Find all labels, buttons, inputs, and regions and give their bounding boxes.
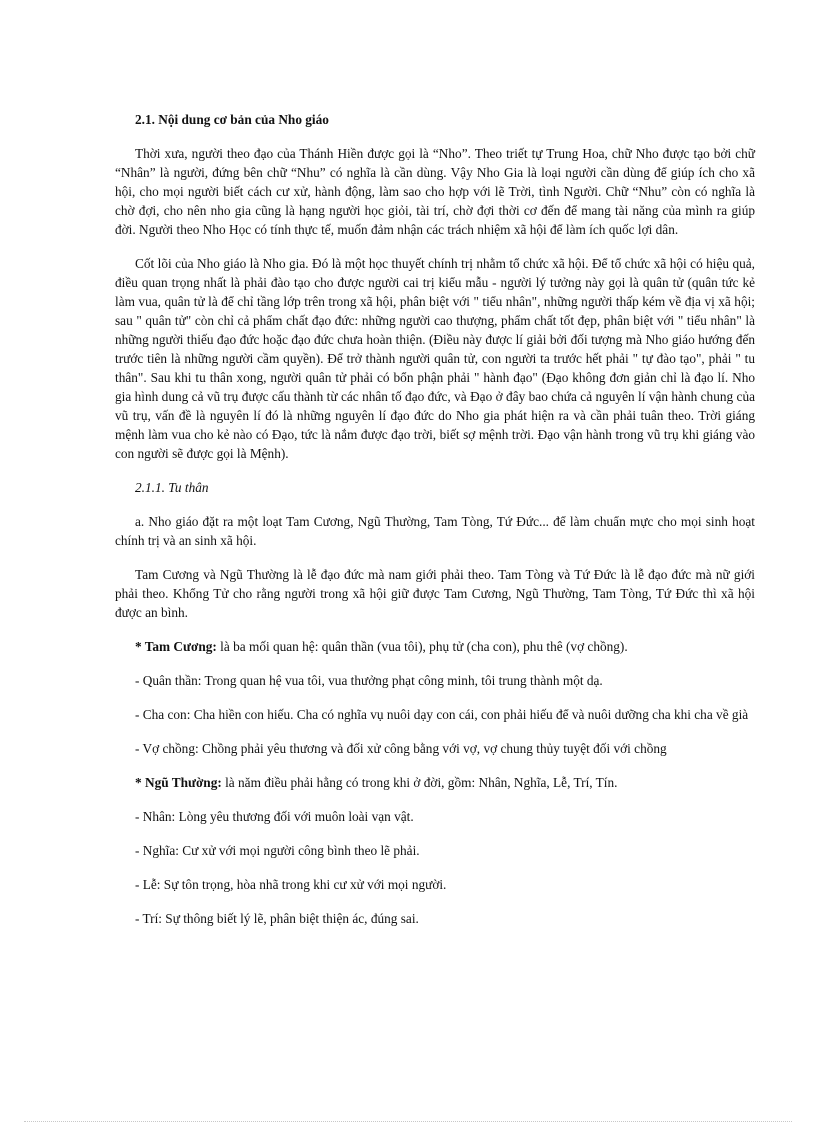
nghia-item: - Nghĩa: Cư xử với mọi người công bình theo lẽ phải. xyxy=(135,843,420,858)
ngu-thuong-text: là năm điều phải hằng có trong khi ở đời, gồm: Nhân, Nghĩa, Lễ, Trí, Tín. xyxy=(221,775,618,790)
cha-con-item: - Cha con: Cha hiền con hiếu. Cha có nghĩa vụ nuôi dạy con cái, con phải hiếu để và nuôi dưỡng cha khi cha về già xyxy=(135,707,749,722)
tri-item: - Trí: Sự thông biết lý lẽ, phân biệt thiện ác, đúng sai. xyxy=(135,911,419,926)
paragraph-nho-gia-core: Cốt lõi của Nho giáo là Nho gia. Đó là một học thuyết chính trị nhằm tổ chức xã hội. Để tổ chức xã hội có hiệu quả, điều quan trọng nhất là phải đào tạo cho được người cai trị kiểu mẫu - người lý tưởng này gọi là quân tử (quân tức kẻ làm vua, quân tử là để chỉ tầng lớp trên trong xã hội, phân biệt với " tiểu nhân", những người thấp kém về địa vị xã hội; sau " quân tử" còn chỉ cả phẩm chất đạo đức: những người cao thượng, phẩm chất tốt đẹp, phân biệt với " tiểu nhân" là những người thiếu đạo đức hoặc đạo đức chưa hoàn thiện. (Điều này được lí giải bởi đối tượng mà Nho giáo hướng đến trước tiên là những người cầm quyền). Để trở thành người quân tử, con người ta trước hết phải " tự đào tạo", phải " tu thân". Sau khi tu thân xong, người quân tử phải có bổn phận phải " hành đạo" (Đạo không đơn giản chỉ là đạo lí. Nho gia hình dung cả vũ trụ được cấu thành từ các nhân tố đạo đức, và Đạo ở đây bao chứa cả nguyên lí vận hành chung của vũ trụ, vấn đề là nguyên lí đó là những nguyên lí đạo đức do Nho gia phát hiện ra và cần phải tuân theo. Trời giáng mệnh làm vua cho kẻ nào có Đạo, tức là nắm được đạo trời, biết sợ mệnh trời. Đạo vận hành trong vũ trụ khi giáng vào con người sẽ được gọi là Mệnh). xyxy=(115,256,755,461)
tam-cuong-label: * Tam Cương: xyxy=(135,639,217,654)
ngu-thuong-label: * Ngũ Thường: xyxy=(135,775,222,790)
nhan-item: - Nhân: Lòng yêu thương đối với muôn loài vạn vật. xyxy=(135,809,414,824)
page-bottom-divider xyxy=(24,1121,792,1122)
ngu-thuong-item xyxy=(115,773,755,792)
paragraph-nho-definition: Thời xưa, người theo đạo của Thánh Hiền được gọi là “Nho”. Theo triết tự Trung Hoa, chữ Nho được tạo bởi chữ “Nhân” là người, đứng bên chữ “Nhu” có nghĩa là cần dùng. Vậy Nho Gia là loại người cần dùng để giúp ích cho xã hội, cho mọi người biết cách cư xử, hành động, làm sao cho hợp với lẽ Trời, tình Người. Chữ “Nhu” còn có nghĩa là chờ đợi, cho nên nho gia cũng là hạng người học giỏi, tài trí, chờ đợi thời cơ đến để mang tài năng của mình ra giúp đời. Người theo Nho Học có tính thực tế, muốn đảm nhận các trách nhiệm xã hội để làm ích quốc lợi dân. xyxy=(115,146,755,237)
quan-than-item: - Quân thần: Trong quan hệ vua tôi, vua thưởng phạt công minh, tôi trung thành một dạ. xyxy=(135,673,603,688)
le-item: - Lễ: Sự tôn trọng, hòa nhã trong khi cư xử với mọi người. xyxy=(135,877,447,892)
vo-chong-item: - Vợ chồng: Chồng phải yêu thương và đối xử công bằng với vợ, vợ chung thủy tuyệt đối với chồng xyxy=(135,741,667,756)
section-heading: 2.1. Nội dung cơ bản của Nho giáo xyxy=(135,112,329,127)
subsection-heading: 2.1.1. Tu thân xyxy=(135,480,209,495)
tam-cuong-item xyxy=(115,637,755,656)
paragraph-gender-ethics: Tam Cương và Ngũ Thường là lễ đạo đức mà nam giới phải theo. Tam Tòng và Tứ Đức là lễ đạo đức mà nữ giới phải theo. Khổng Tử cho rằng người trong xã hội giữ được Tam Cương, Ngũ Thường, Tam Tòng, Tứ Đức thì xã hội được an bình. xyxy=(115,567,755,620)
tam-cuong-text: là ba mối quan hệ: quân thần (vua tôi), phụ tử (cha con), phu thê (vợ chồng). xyxy=(216,639,628,654)
document-body xyxy=(115,110,755,943)
paragraph-tam-cuong-intro: a. Nho giáo đặt ra một loạt Tam Cương, Ngũ Thường, Tam Tòng, Tứ Đức... để làm chuẩn mực cho mọi sinh hoạt chính trị và an sinh xã hội. xyxy=(115,514,755,548)
